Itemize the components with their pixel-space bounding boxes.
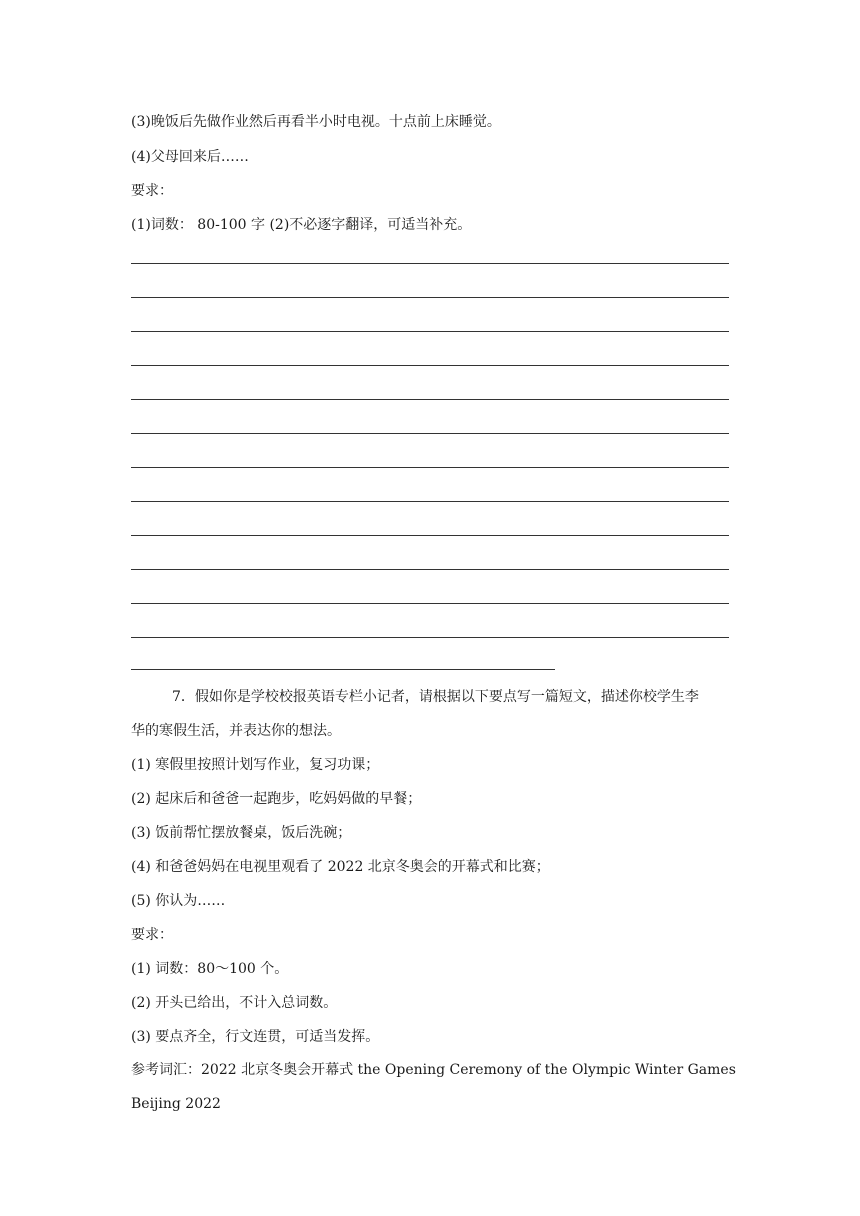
answer-line: [131, 569, 729, 570]
answer-line: [131, 433, 729, 434]
q7-point-2: (2) 起床后和爸爸一起跑步，吃妈妈做的早餐；: [131, 791, 422, 807]
answer-line: [131, 297, 729, 298]
q7-requirement-2: (2) 开头已给出，不计入总词数。: [131, 995, 338, 1011]
q6-requirements-title: 要求：: [131, 183, 173, 199]
q7-point-4: (4) 和爸爸妈妈在电视里观看了 2022 北京冬奥会的开幕式和比赛；: [131, 859, 550, 875]
answer-line-short: [131, 669, 555, 670]
q6-item-3: (3)晚饭后先做作业然后再看半小时电视。十点前上床睡觉。: [131, 114, 501, 130]
q7-vocabulary-line-2: Beijing 2022: [131, 1096, 221, 1112]
q7-point-5: (5) 你认为……: [131, 893, 226, 909]
answer-line: [131, 535, 729, 536]
answer-line: [131, 263, 729, 264]
answer-line: [131, 365, 729, 366]
answer-line: [131, 331, 729, 332]
q7-prompt-line-2: 华的寒假生活，并表达你的想法。: [131, 723, 341, 739]
q7-point-3: (3) 饭前帮忙摆放餐桌，饭后洗碗；: [131, 825, 352, 841]
answer-line: [131, 637, 729, 638]
q7-requirement-1: (1) 词数：80～100 个。: [131, 961, 289, 977]
q7-prompt-line-1: 7．假如你是学校校报英语专栏小记者，请根据以下要点写一篇短文，描述你校学生李: [172, 689, 699, 705]
answer-line: [131, 501, 729, 502]
answer-line: [131, 399, 729, 400]
q6-item-4: (4)父母回来后……: [131, 149, 249, 165]
q6-requirements-text: (1)词数： 80-100 字 (2)不必逐字翻译，可适当补充。: [131, 217, 472, 233]
answer-line: [131, 603, 729, 604]
q7-point-1: (1) 寒假里按照计划写作业，复习功课；: [131, 757, 380, 773]
answer-line: [131, 467, 729, 468]
q7-requirement-3: (3) 要点齐全，行文连贯，可适当发挥。: [131, 1029, 380, 1045]
q7-requirements-title: 要求：: [131, 927, 173, 943]
q7-vocabulary-line-1: 参考词汇：2022 北京冬奥会开幕式 the Opening Ceremony of the Olympic Winter Games: [131, 1062, 736, 1078]
